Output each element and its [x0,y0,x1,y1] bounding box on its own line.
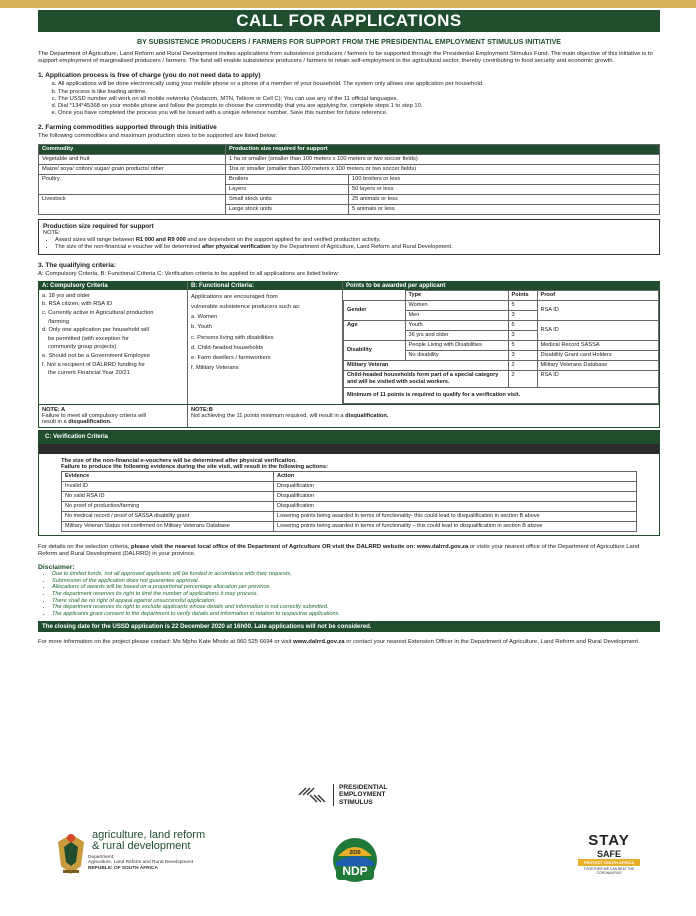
list-item: Applications are encouraged from [191,293,278,300]
table-cell: Disqualification [274,491,637,501]
table-row [39,194,660,204]
table-row [62,521,637,531]
column-header: Points to be awarded per applicant [343,282,659,290]
text: SAFE [596,849,621,859]
list-item: f. Not a recipient of DALRRD funding for [42,361,146,368]
text: EMPLOYMENT [339,791,386,799]
table-row [344,387,659,403]
list-item: d. Child-headed households [191,344,264,351]
evidence-table [61,471,637,532]
text: For more information on the project please contact: Ms Mpho Kate Mholo at 060 525 6694 or visit [38,639,294,646]
list-item: b. Youth [191,324,212,331]
list-item: d. Only one application per household will [42,327,149,334]
criteria-notes [38,405,660,428]
column-header: Production size required for support [226,144,660,154]
table-cell: No proof of production/farming [62,501,274,511]
text: PRESIDENTIAL [339,784,388,792]
text: agriculture, land reform [92,829,206,841]
text: Not achieving the 11 points minimum required, will result in a [191,412,346,419]
list-item: a. Women [191,314,218,321]
table-cell: 5 [508,300,537,310]
text: STIMULUS [339,798,373,806]
table-cell: Type [405,290,508,300]
text [42,419,184,425]
text: Department: [88,855,115,860]
pes-logo [297,782,417,808]
page-subtitle: BY SUBSISTENCE PRODUCERS / FARMERS FOR SUPPORT FROM THE PRESIDENTIAL EMPLOYMENT STIMULUS INITIATIVE [136,38,562,46]
text: 11 points [379,391,405,398]
note-a [39,405,188,427]
text: For details on the selection criteria, [38,543,131,550]
table-cell: People Living with Disabilities [405,340,508,350]
text [191,413,656,419]
text: or contact your nearest Extension Officer in the Department of Agriculture, Land Reform and Rural Development. [344,639,640,646]
list-item: e. Once you have completed the process you will be issued with a unique reference number. Save this number for future reference. [58,110,660,117]
table-cell: Layers [226,184,349,194]
table-cell: 5 animals or less [349,204,660,214]
table-cell: RSA ID [537,370,659,387]
stay-safe-logo [578,832,640,888]
list-item: • Allocations of awards will be based on a proportional percentage allocation per province. [52,584,660,591]
text: R1 000 and R9 000 [135,236,186,243]
text: & rural development [92,840,191,852]
department-wordmark [88,830,205,890]
table-cell: 25 animals or less [349,194,660,204]
column-header: B: Functional Criteria: [188,282,342,290]
production-size-box [38,219,660,255]
ndp-name: NDP [342,864,368,878]
text: Award sizes will range between [55,236,136,243]
text: NOTE:B [191,406,213,413]
text: REPUBLIC OF SOUTH AFRICA [88,865,158,871]
list-item: e. Farm dwellers / farmworkers [191,355,271,362]
section3-lead: A: Compulsory Criteria, B: Functional Criteria C: Verification criteria to be applied to all applications are listed below: [38,270,340,277]
table-cell: RSA ID [537,300,659,320]
criteria-grid [38,281,660,405]
table-cell: Disability Grant card Holders [537,350,659,360]
functional-criteria [188,282,343,404]
table-cell: Military Veterans Database [537,360,659,370]
section3-heading: 3. The qualifying criteria: [38,261,117,269]
table-row [39,174,660,184]
disclaimer-list [38,571,660,617]
list-item: • The applicants grant consent to the department to verify details and information in relation to respective applications. [52,611,660,618]
text: result in a [42,418,69,425]
table-row [344,290,659,300]
table-cell: Military Veteran Status not confirmed on Military Veterans Database [62,521,274,531]
compulsory-criteria [39,282,188,404]
table-cell: Disqualification [274,481,637,491]
list-item: • Submission of the application does not guarantee approval. [52,578,660,585]
pes-wordmark [333,784,387,806]
department-logo [54,830,274,890]
text: by the Department of Agriculture, Land Reform and Rural Development. [270,243,453,250]
list-item: a. 18 yrs and older [42,292,91,299]
column-header: Action [274,471,637,481]
list-item [55,237,655,244]
intro-paragraph: The Department of Agriculture, Land Reform and Rural Development invites applications from subsistence producers / farmers to be supported through the Presidential Employment Stimulus Fund. The main objective of this initiative is to support employment of marginalised producers / farmers. The fund will enable subsistence producers / farmers to retain self-employment in the agricultural sector, thereby contributing to food security and economic growth. [38,51,653,65]
table-row [39,164,660,174]
table-cell: No medical record / proof of SASSA disability grant [62,511,274,521]
flyer [38,10,660,647]
table-cell: Vegetable and fruit [39,154,226,164]
ndp-logo [330,836,380,884]
table-cell: Proof [537,290,659,300]
text: The size of the non-financial e-voucher will be determined [55,243,203,250]
commodities-table [38,144,660,215]
verification-box [38,454,660,536]
text: Failure to meet all compulsory criteria will [42,412,146,419]
criteria-list [188,290,342,376]
list-item: • The department reserves its right to exclude applicants whose details and information is not correctly submitted. [52,604,660,611]
list-item: c. Persons living with disabilities [191,334,274,341]
table-cell: 1ha or smaller (smaller than 100 meters x 100 meters or two soccer fields) [226,164,660,174]
section2-heading: 2. Farming commodities supported through this initiative [38,124,217,132]
list-item: be permitted (with exception for [48,335,129,342]
table-cell: 36 yrs and older [405,330,508,340]
note-b [188,405,659,427]
table-cell: RSA ID [537,320,659,340]
text: TOGETHER WE CAN BEAT THE CORONAVIRUS [583,867,635,875]
table-cell: 5 [508,320,537,330]
list-item: b. The process is like loading airtime. [58,89,660,96]
table-cell: 3 [508,330,537,340]
table-cell: Men [405,310,508,320]
table-row [62,481,637,491]
table-row [62,501,637,511]
page-title: CALL FOR APPLICATIONS [38,10,660,32]
table-cell: Large stock units [226,204,349,214]
ndp-year: 2030 [349,850,361,856]
text: disqualification. [345,412,389,419]
text: PROTECT SOUTH AFRICA [578,859,640,866]
list-item: c. Currently active in Agricultural production [42,310,154,317]
website-link[interactable]: www.dalrrd.gov.za [293,639,345,646]
list-item: vulnerable subsistence producers such as: [191,304,301,311]
points-table [343,282,659,404]
text: The size of the non-financial e-vouchers will be determined after physical verification. [61,457,297,464]
table-row [344,370,659,387]
table-cell: Points [508,290,537,300]
list-item: f. Military Veterans [191,365,239,372]
section1-list [38,81,660,117]
verification-heading: C: Verification Criteria [38,430,660,444]
text: Minimum of [347,391,380,398]
table-cell: Gender [344,300,406,320]
table-row [344,360,659,370]
list-item: • There shall be no right of appeal against unsuccessful application. [52,598,660,605]
table-cell: Poultry [39,174,226,194]
table-cell [344,387,659,403]
table-cell: 2 [508,370,537,387]
text: NOTE: A [42,406,66,413]
criteria-list [39,290,187,380]
list-item: c. The USSD number will work on all mobile networks (Vodacom, MTN, Telkom or Cell C); You can use any of the 11 official languages. [58,96,660,103]
table-cell: 3 [508,310,537,320]
column-header: Commodity [39,144,226,154]
table-cell: Small stock units [226,194,349,204]
list-item: the current Financial Year 20/21 [48,370,130,377]
table-cell: Disability [344,340,406,360]
points-grid [343,290,659,404]
column-header: Evidence [62,471,274,481]
text: or visits your nearest office of the Department of Agriculture Land Reform and Rural Development (DALRRD) in your province. [38,543,640,558]
table-cell: Age [344,320,406,340]
list-item: b. RSA citizen, with RSA ID [42,301,113,308]
table-cell: Broilers [226,174,349,184]
text: and are dependent on the support applied for and verified production activity. [185,236,381,243]
contact-paragraph [38,639,660,646]
table-cell [344,370,509,387]
table-cell: Livestock [39,194,226,214]
table-cell: 2 [508,360,537,370]
table-cell: 3 [508,350,537,360]
list-item: • Due to limited funds, not all approved applicants will be funded in accordance with their requests. [52,571,660,578]
table-cell: Lowering points being awarded in terms of functionality – this could lead to disqualification in section B above [274,521,637,531]
table-cell: Medical Record SASSA [537,340,659,350]
text: is required to qualify for a verification visit. [404,391,521,398]
table-cell: Disqualification [274,501,637,511]
section1-heading: 1. Application process is free of charge (you do not need data to apply) [38,72,261,80]
closing-date-banner: The closing date for the USSD application is 22 December 2020 at 16h00. Late applications will not be considered. [38,621,660,632]
table-cell: Maize/ soya/ cotton/ sugar/ grain products/ other [39,164,226,174]
text: Agriculture, Land Reform and Rural Development [88,860,194,866]
top-gold-bar [0,0,696,8]
list-item [55,244,655,251]
table-cell: Women [405,300,508,310]
list-item: • The department reserves its right to limit the number of applications it may process. [52,591,660,598]
list-item: a. All applications will be done electronically using your mobile phone or a phone of a member of your household. The system only allows one application per household. [58,81,660,88]
details-paragraph [38,544,660,558]
text: disqualification. [68,418,112,425]
table-cell: 1 ha or smaller (smaller than 100 meters x 100 meters or two soccer fields) [226,154,660,164]
table-cell: 50 layers or less [349,184,660,194]
table-row [344,340,659,350]
pes-emblem-icon [297,783,327,807]
table-row [39,154,660,164]
list-item: e. Should not be a Government Employee [42,352,150,359]
table-cell: No disability [405,350,508,360]
table-cell: Military Veteran [344,360,509,370]
table-row [62,471,637,481]
list-item: /farming [48,318,69,325]
list-item: community group projects) [48,344,117,351]
table-row [62,511,637,521]
box-title: Production size required for support [43,222,154,230]
table-row [344,300,659,310]
table-row [344,320,659,330]
text: after physical verification [202,243,271,250]
table-cell: Lowering points being awarded in terms of functionality- this could lead to disqualification in section B above [274,511,637,521]
text: Failure to produce the following evidence during the site visit, will result in the following actions: [61,463,329,470]
text: Child-headed households form part of a special category and will be visited with social workers. [347,371,499,385]
table-cell: No valid RSA ID [62,491,274,501]
text: STAY [588,832,630,849]
disclaimer-title: Disclaimer: [38,564,75,572]
table-row [62,491,637,501]
table-cell: 5 [508,340,537,350]
note-label: NOTE: [43,229,61,236]
coat-of-arms-icon [54,830,88,876]
section2-lead: The following commodities and maximum production sizes to be supported are listed below: [38,133,278,140]
table-cell: Invalid ID [62,481,274,491]
department-details [88,855,205,871]
website-link[interactable]: please visit the nearest local office of the Department of Agriculture OR visit the DALRRD website on: www.dalrrd.gov.za [131,543,469,550]
column-header: A: Compulsory Criteria [39,282,187,290]
award-notes [43,237,655,251]
table-cell: Youth [405,320,508,330]
table-cell: 100 broilers or less [349,174,660,184]
list-item: d. Dial *134*45368 on your mobile phone and follow the prompts to choose the commodity that you are applying for, complete steps 1 to step 10. [58,103,660,110]
